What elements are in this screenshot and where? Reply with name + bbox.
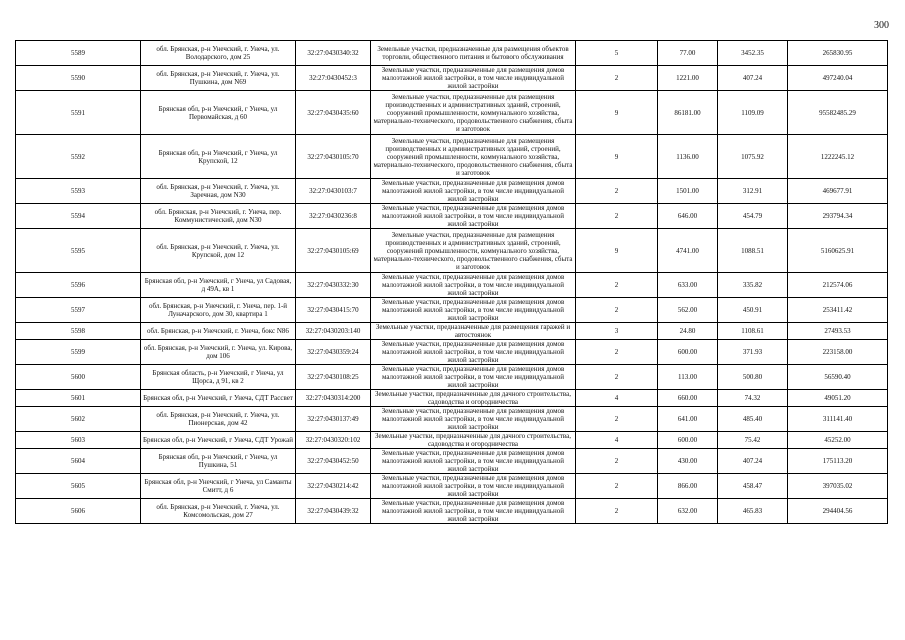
cadastral-value-cell: 294404.56 bbox=[788, 499, 888, 524]
address-cell: Брянская обл, р-н Унечский, г Унеча, ул Садовая, д 49А, кв 1 bbox=[141, 273, 296, 298]
cadastral-value-cell: 56590.40 bbox=[788, 365, 888, 390]
land-use-cell: Земельные участки, предназначенные для размещения домов малоэтажной жилой застройки, в том числе индивидуальной жилой застройки bbox=[371, 407, 576, 432]
cadastral-number-cell: 32:27:0430435:60 bbox=[296, 91, 371, 135]
row-number: 5601 bbox=[16, 390, 141, 407]
use-group-code-cell: 2 bbox=[576, 449, 658, 474]
cadastral-number-cell: 32:27:0430314:200 bbox=[296, 390, 371, 407]
table-row bbox=[16, 91, 888, 135]
land-use-cell: Земельные участки, предназначенные для размещения домов малоэтажной жилой застройки, в том числе индивидуальной жилой застройки bbox=[371, 204, 576, 229]
address-cell: обл. Брянская, р-н Унечский, г. Унеча, пер. Коммунистический, дом N30 bbox=[141, 204, 296, 229]
unit-value-cell: 1109.09 bbox=[718, 91, 788, 135]
area-cell: 1136.00 bbox=[658, 135, 718, 179]
cadastral-number-cell: 32:27:0430108:25 bbox=[296, 365, 371, 390]
use-group-code-cell: 2 bbox=[576, 66, 658, 91]
table-row bbox=[16, 323, 888, 340]
table-row bbox=[16, 41, 888, 66]
row-number: 5595 bbox=[16, 229, 141, 273]
area-cell: 641.00 bbox=[658, 407, 718, 432]
area-cell: 660.00 bbox=[658, 390, 718, 407]
land-use-cell: Земельные участки, предназначенные для размещения домов малоэтажной жилой застройки, в том числе индивидуальной жилой застройки bbox=[371, 298, 576, 323]
land-use-cell: Земельные участки, предназначенные для дачного строительства, садоводства и огородничества bbox=[371, 432, 576, 449]
table-row bbox=[16, 204, 888, 229]
cadastral-number-cell: 32:27:0430439:32 bbox=[296, 499, 371, 524]
unit-value-cell: 454.79 bbox=[718, 204, 788, 229]
table-row bbox=[16, 449, 888, 474]
cadastral-number-cell: 32:27:0430214:42 bbox=[296, 474, 371, 499]
table-row bbox=[16, 365, 888, 390]
land-use-cell: Земельные участки, предназначенные для размещения домов малоэтажной жилой застройки, в том числе индивидуальной жилой застройки bbox=[371, 499, 576, 524]
land-use-cell: Земельные участки, предназначенные для размещения домов малоэтажной жилой застройки, в том числе индивидуальной жилой застройки bbox=[371, 365, 576, 390]
use-group-code-cell: 9 bbox=[576, 135, 658, 179]
cadastral-value-cell: 175113.20 bbox=[788, 449, 888, 474]
row-number: 5590 bbox=[16, 66, 141, 91]
address-cell: обл. Брянская, р-н Унечский, г. Унеча, ул. Заречная, дом N30 bbox=[141, 179, 296, 204]
land-use-cell: Земельные участки, предназначенные для размещения домов малоэтажной жилой застройки, в том числе индивидуальной жилой застройки bbox=[371, 66, 576, 91]
area-cell: 633.00 bbox=[658, 273, 718, 298]
cadastral-value-cell: 45252.00 bbox=[788, 432, 888, 449]
address-cell: Брянская обл, р-н Унечский, г Унеча, СДТ Урожай bbox=[141, 432, 296, 449]
land-use-cell: Земельные участки, предназначенные для размещения домов малоэтажной жилой застройки, в том числе индивидуальной жилой застройки bbox=[371, 449, 576, 474]
cadastral-number-cell: 32:27:0430340:32 bbox=[296, 41, 371, 66]
cadastral-value-cell: 5160625.91 bbox=[788, 229, 888, 273]
address-cell: обл. Брянская, р-н Унечский, г. Унеча, пер. 1-й Луначарского, дом 30, квартира 1 bbox=[141, 298, 296, 323]
land-use-cell: Земельные участки, предназначенные для размещения производственных и административных зданий, строений, сооружений промышленности, коммунального хозяйства, материально-технического, продовольственного снабжения, сбыта и заготовок bbox=[371, 135, 576, 179]
row-number: 5602 bbox=[16, 407, 141, 432]
cadastral-value-cell: 223158.00 bbox=[788, 340, 888, 365]
cadastral-number-cell: 32:27:0430137:49 bbox=[296, 407, 371, 432]
cadastral-value-cell: 253411.42 bbox=[788, 298, 888, 323]
cadastral-value-cell: 469677.91 bbox=[788, 179, 888, 204]
unit-value-cell: 1108.61 bbox=[718, 323, 788, 340]
address-cell: обл. Брянская, р-н Унечский, г. Унеча, ул. Кирова, дом 106 bbox=[141, 340, 296, 365]
table-row bbox=[16, 340, 888, 365]
cadastral-value-cell: 497240.04 bbox=[788, 66, 888, 91]
table-row bbox=[16, 432, 888, 449]
table-row bbox=[16, 499, 888, 524]
row-number: 5589 bbox=[16, 41, 141, 66]
table-row bbox=[16, 135, 888, 179]
row-number: 5599 bbox=[16, 340, 141, 365]
area-cell: 632.00 bbox=[658, 499, 718, 524]
use-group-code-cell: 3 bbox=[576, 323, 658, 340]
area-cell: 86181.00 bbox=[658, 91, 718, 135]
address-cell: обл. Брянская, р-н Унечский, г. Унеча, ул. Крупской, дом 12 bbox=[141, 229, 296, 273]
use-group-code-cell: 2 bbox=[576, 273, 658, 298]
area-cell: 866.00 bbox=[658, 474, 718, 499]
cadastral-value-cell: 311141.40 bbox=[788, 407, 888, 432]
address-cell: Брянская обл, р-н Унечский, г Унеча, СДТ Рассвет bbox=[141, 390, 296, 407]
cadastral-number-cell: 32:27:0430452:50 bbox=[296, 449, 371, 474]
row-number: 5597 bbox=[16, 298, 141, 323]
unit-value-cell: 500.80 bbox=[718, 365, 788, 390]
table-row bbox=[16, 407, 888, 432]
row-number: 5593 bbox=[16, 179, 141, 204]
cadastral-value-cell: 1222245.12 bbox=[788, 135, 888, 179]
row-number: 5596 bbox=[16, 273, 141, 298]
row-number: 5592 bbox=[16, 135, 141, 179]
land-use-cell: Земельные участки, предназначенные для размещения производственных и административных зданий, строений, сооружений промышленности, коммунального хозяйства, материально-технического, продовольственного снабжения, сбыта и заготовок bbox=[371, 91, 576, 135]
row-number: 5594 bbox=[16, 204, 141, 229]
land-use-cell: Земельные участки, предназначенные для размещения гаражей и автостоянок bbox=[371, 323, 576, 340]
cadastral-number-cell: 32:27:0430203:140 bbox=[296, 323, 371, 340]
land-use-cell: Земельные участки, предназначенные для размещения объектов торговли, общественного питания и бытового обслуживания bbox=[371, 41, 576, 66]
cadastral-number-cell: 32:27:0430103:7 bbox=[296, 179, 371, 204]
use-group-code-cell: 5 bbox=[576, 41, 658, 66]
use-group-code-cell: 2 bbox=[576, 179, 658, 204]
address-cell: обл. Брянская, р-н Унечский, г. Унеча, ул. Володарского, дом 25 bbox=[141, 41, 296, 66]
cadastral-value-table bbox=[15, 40, 888, 524]
cadastral-value-cell: 95582485.29 bbox=[788, 91, 888, 135]
unit-value-cell: 458.47 bbox=[718, 474, 788, 499]
cadastral-number-cell: 32:27:0430236:8 bbox=[296, 204, 371, 229]
unit-value-cell: 335.82 bbox=[718, 273, 788, 298]
cadastral-value-cell: 265830.95 bbox=[788, 41, 888, 66]
use-group-code-cell: 4 bbox=[576, 390, 658, 407]
use-group-code-cell: 2 bbox=[576, 407, 658, 432]
unit-value-cell: 312.91 bbox=[718, 179, 788, 204]
unit-value-cell: 75.42 bbox=[718, 432, 788, 449]
cadastral-number-cell: 32:27:0430105:70 bbox=[296, 135, 371, 179]
unit-value-cell: 3452.35 bbox=[718, 41, 788, 66]
cadastral-number-cell: 32:27:0430359:24 bbox=[296, 340, 371, 365]
cadastral-value-cell: 397035.02 bbox=[788, 474, 888, 499]
cadastral-value-cell: 293794.34 bbox=[788, 204, 888, 229]
table-row bbox=[16, 273, 888, 298]
area-cell: 77.00 bbox=[658, 41, 718, 66]
row-number: 5603 bbox=[16, 432, 141, 449]
unit-value-cell: 1088.51 bbox=[718, 229, 788, 273]
table-body bbox=[16, 41, 888, 524]
row-number: 5600 bbox=[16, 365, 141, 390]
address-cell: Брянская обл, р-н Унечский, г Унеча, ул Пушкина, 51 bbox=[141, 449, 296, 474]
land-use-cell: Земельные участки, предназначенные для размещения домов малоэтажной жилой застройки, в том числе индивидуальной жилой застройки bbox=[371, 340, 576, 365]
unit-value-cell: 371.93 bbox=[718, 340, 788, 365]
cadastral-value-cell: 27493.53 bbox=[788, 323, 888, 340]
unit-value-cell: 407.24 bbox=[718, 449, 788, 474]
address-cell: Брянская область, р-н Унечский, г Унеча, ул Щорса, д 91, кв 2 bbox=[141, 365, 296, 390]
use-group-code-cell: 9 bbox=[576, 229, 658, 273]
use-group-code-cell: 2 bbox=[576, 499, 658, 524]
land-use-cell: Земельные участки, предназначенные для размещения домов малоэтажной жилой застройки, в том числе индивидуальной жилой застройки bbox=[371, 179, 576, 204]
row-number: 5605 bbox=[16, 474, 141, 499]
area-cell: 562.00 bbox=[658, 298, 718, 323]
area-cell: 1501.00 bbox=[658, 179, 718, 204]
cadastral-value-cell: 49051.20 bbox=[788, 390, 888, 407]
area-cell: 600.00 bbox=[658, 340, 718, 365]
table-row bbox=[16, 179, 888, 204]
cadastral-number-cell: 32:27:0430452:3 bbox=[296, 66, 371, 91]
land-use-cell: Земельные участки, предназначенные для размещения домов малоэтажной жилой застройки, в том числе индивидуальной жилой застройки bbox=[371, 273, 576, 298]
table-row bbox=[16, 298, 888, 323]
table-row bbox=[16, 66, 888, 91]
cadastral-value-cell: 212574.06 bbox=[788, 273, 888, 298]
page-number: 300 bbox=[874, 20, 889, 31]
address-cell: обл. Брянская, р-н Унечский, г. Унеча, ул. Пионерская, дом 42 bbox=[141, 407, 296, 432]
use-group-code-cell: 2 bbox=[576, 204, 658, 229]
address-cell: обл. Брянская, р-н Унечский, г. Унеча, ул. Пушкина, дом N69 bbox=[141, 66, 296, 91]
cadastral-number-cell: 32:27:0430332:30 bbox=[296, 273, 371, 298]
use-group-code-cell: 2 bbox=[576, 340, 658, 365]
use-group-code-cell: 2 bbox=[576, 474, 658, 499]
area-cell: 430.00 bbox=[658, 449, 718, 474]
land-use-cell: Земельные участки, предназначенные для дачного строительства, садоводства и огородничества bbox=[371, 390, 576, 407]
use-group-code-cell: 2 bbox=[576, 365, 658, 390]
unit-value-cell: 407.24 bbox=[718, 66, 788, 91]
area-cell: 4741.00 bbox=[658, 229, 718, 273]
address-cell: обл. Брянская, р-н Унечский, г. Унеча, ул. Комсомольская, дом 27 bbox=[141, 499, 296, 524]
cadastral-number-cell: 32:27:0430320:102 bbox=[296, 432, 371, 449]
area-cell: 646.00 bbox=[658, 204, 718, 229]
unit-value-cell: 1075.92 bbox=[718, 135, 788, 179]
cadastral-number-cell: 32:27:0430415:70 bbox=[296, 298, 371, 323]
land-use-cell: Земельные участки, предназначенные для размещения производственных и административных зданий, строений, сооружений промышленности, коммунального хозяйства, материально-технического, продовольственного снабжения, сбыта и заготовок bbox=[371, 229, 576, 273]
address-cell: Брянская обл, р-н Унечский, г Унеча, ул Саманты Смитт, д 6 bbox=[141, 474, 296, 499]
unit-value-cell: 485.40 bbox=[718, 407, 788, 432]
row-number: 5598 bbox=[16, 323, 141, 340]
row-number: 5604 bbox=[16, 449, 141, 474]
land-use-cell: Земельные участки, предназначенные для размещения домов малоэтажной жилой застройки, в том числе индивидуальной жилой застройки bbox=[371, 474, 576, 499]
row-number: 5591 bbox=[16, 91, 141, 135]
unit-value-cell: 450.91 bbox=[718, 298, 788, 323]
address-cell: Брянская обл, р-н Унечский, г Унеча, ул Крупской, 12 bbox=[141, 135, 296, 179]
area-cell: 113.00 bbox=[658, 365, 718, 390]
area-cell: 600.00 bbox=[658, 432, 718, 449]
use-group-code-cell: 4 bbox=[576, 432, 658, 449]
use-group-code-cell: 2 bbox=[576, 298, 658, 323]
use-group-code-cell: 9 bbox=[576, 91, 658, 135]
row-number: 5606 bbox=[16, 499, 141, 524]
area-cell: 1221.00 bbox=[658, 66, 718, 91]
address-cell: Брянская обл, р-н Унечский, г Унеча, ул Первомайская, д 60 bbox=[141, 91, 296, 135]
cadastral-number-cell: 32:27:0430105:69 bbox=[296, 229, 371, 273]
table-row bbox=[16, 474, 888, 499]
unit-value-cell: 465.83 bbox=[718, 499, 788, 524]
address-cell: обл. Брянская, р-н Унечский, г. Унеча, бокс N86 bbox=[141, 323, 296, 340]
table-row bbox=[16, 229, 888, 273]
table-row bbox=[16, 390, 888, 407]
area-cell: 24.80 bbox=[658, 323, 718, 340]
unit-value-cell: 74.32 bbox=[718, 390, 788, 407]
